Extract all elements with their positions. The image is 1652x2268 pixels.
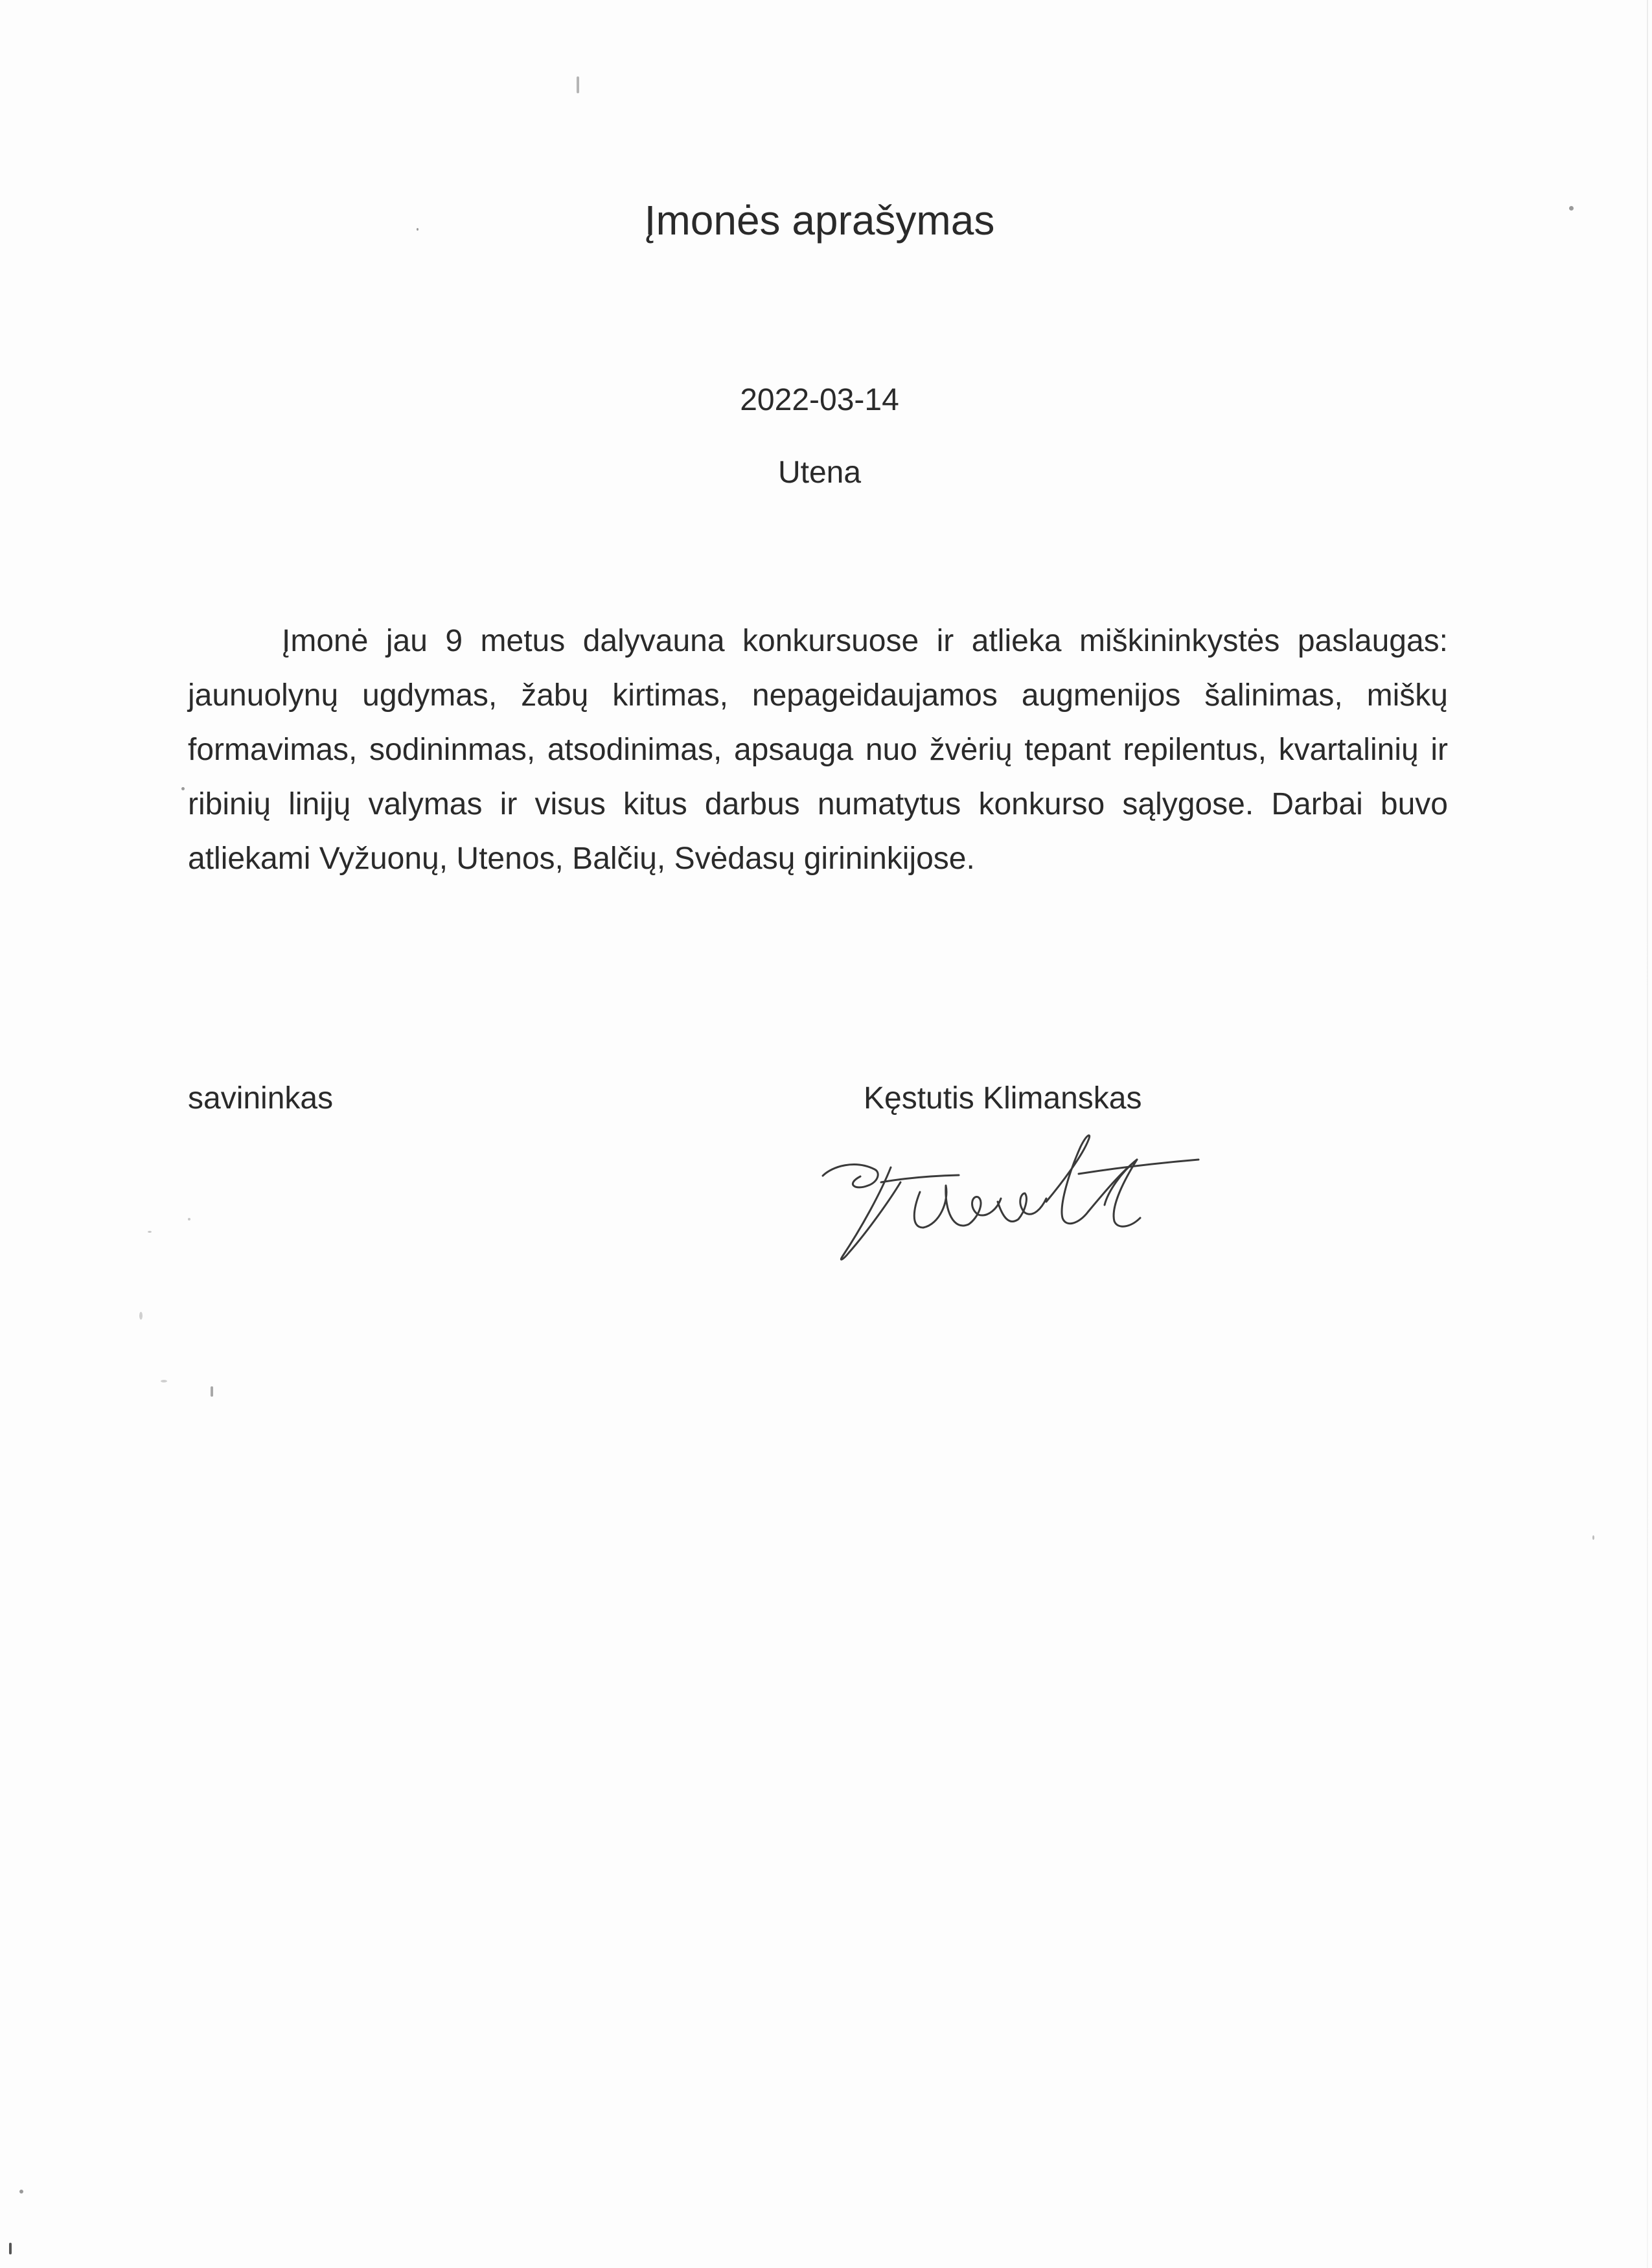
scan-speck [181, 787, 185, 790]
body-paragraph [188, 614, 1448, 886]
scan-speck [19, 2190, 23, 2194]
scan-speck [188, 1218, 190, 1220]
handwritten-signature [784, 1121, 1205, 1283]
scan-speck [148, 1231, 152, 1233]
scan-speck [161, 1380, 167, 1382]
scan-speck [9, 2243, 12, 2254]
signatory-name: Kęstutis Klimanskas [864, 1081, 1142, 1116]
body-text: Įmonė jau 9 metus dalyvauna konkursuose ir atlieka miškininkystės paslaugas: jaunuolynų ugdymas, žabų kirtimas, nepageidaujamos augmenijos šalinimas, miškų formavimas, sodininmas, atsodinimas, apsauga nuo žvėrių tepant repilentus, kvartalinių ir ribinių linijų valymas ir visus kitus darbus numatytus konkurso sąlygose. Darbai buvo atliekami Vyžuonų, Utenos, Balčių, Svėdasų girininkijose. [188, 624, 1448, 876]
scan-speck [211, 1386, 213, 1397]
scan-edge [1647, 0, 1648, 2268]
document-title: Įmonės aprašymas [644, 197, 995, 244]
document-date: 2022-03-14 [740, 383, 899, 417]
scan-speck [577, 76, 579, 93]
scan-speck [139, 1312, 143, 1320]
signatory-role: savininkas [188, 1081, 334, 1116]
document-city: Utena [777, 455, 862, 490]
scan-speck [1592, 1535, 1594, 1540]
